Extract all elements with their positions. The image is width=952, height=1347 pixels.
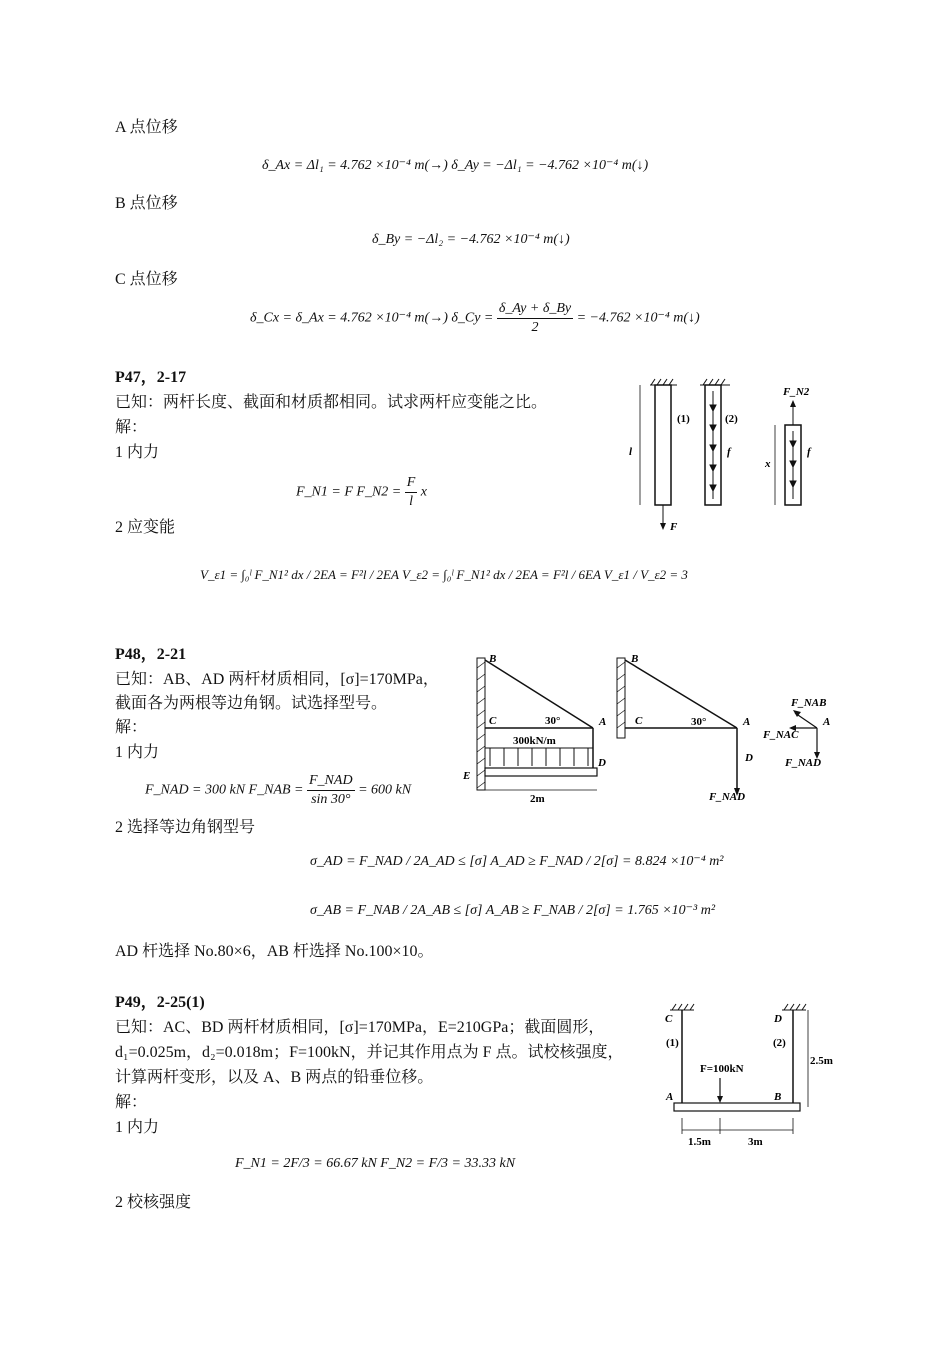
p47-eq2: V_ε1 = ∫₀ˡ F_N1² dx / 2EA = F²l / 2EA V_ε2 = ∫₀ˡ F_N1² dx / 2EA = F²l / 6EA V_ε1 / V_ε2 = 3 <box>200 567 688 582</box>
eq-c-right: = −4.762 ×10⁻⁴ m(↓) <box>576 310 700 326</box>
p49-label-bar1: (1) <box>666 1037 679 1049</box>
p49-label-s2: 3m <box>748 1136 763 1148</box>
p48-given1: 已知：AB、AD 两杆材质相同，[σ]=170MPa， <box>115 671 439 688</box>
p48-label-FNAD: F_NAD <box>709 791 746 803</box>
p47-step1: 1 内力 <box>115 444 160 461</box>
p47-eq1 <box>296 474 427 511</box>
p48-label-B: B <box>489 653 497 665</box>
fig-label-bar1: (1) <box>677 413 690 425</box>
p49-given2: d₁=0.025m，d₂=0.018m；F=100kN，并记其作用点为 F 点。试校核强度， <box>115 1044 624 1061</box>
p47-step2: 2 应变能 <box>115 519 176 536</box>
bar-1 <box>655 385 671 505</box>
p48-label-D: D <box>598 757 606 769</box>
p48-label-FNAD2: F_NAD <box>785 757 822 769</box>
p49-title: P49，2-25(1) <box>115 994 205 1011</box>
p49-label-B: B <box>774 1091 782 1103</box>
p48-label-A2: A <box>743 716 751 728</box>
p47-eq1-left: F_N1 = F F_N2 = <box>296 484 402 500</box>
p49-given3: 计算两杆变形，以及 A、B 两点的铅垂位移。 <box>115 1069 434 1086</box>
p48-eq1-left: F_NAD = 300 kN F_NAB = <box>145 782 304 798</box>
label-a-displacement: A 点位移 <box>115 119 178 136</box>
p49-step2: 2 校核强度 <box>115 1194 192 1211</box>
label-c-displacement: C 点位移 <box>115 271 178 288</box>
fig-label-f2: f <box>807 446 811 458</box>
fig-label-bar2: (2) <box>725 413 738 425</box>
p48-eq1-den: sin 30° <box>311 792 351 807</box>
p48-label-angle: 30° <box>545 715 561 727</box>
p48-label-E: E <box>463 770 471 782</box>
p48-figure <box>455 648 845 808</box>
p48-label-C2: C <box>635 715 643 727</box>
p49-solve: 解： <box>115 1094 148 1111</box>
p49-eq1: F_N1 = 2F/3 = 66.67 kN F_N2 = F/3 = 33.33 kN <box>235 1156 516 1171</box>
p49-beam <box>674 1103 800 1111</box>
p49-label-A: A <box>666 1091 674 1103</box>
p49-figure <box>660 1000 845 1150</box>
label-b-displacement: B 点位移 <box>115 195 178 212</box>
p47-eq1-den: l <box>409 494 413 509</box>
p48-label-A: A <box>599 716 607 728</box>
fig-label-F: F <box>670 521 678 533</box>
p48-step2: 2 选择等边角钢型号 <box>115 819 256 836</box>
eq-c-numerator: δ_Ay + δ_By <box>497 300 573 319</box>
fig-label-FN2: F_N2 <box>783 386 810 398</box>
p49-step1: 1 内力 <box>115 1119 160 1136</box>
p48-label-D2: D <box>745 752 753 764</box>
eq-a-displacement: δ_Ax = Δl₁ = 4.762 ×10⁻⁴ m(→) δ_Ay = −Δl₁ = −4.762 ×10⁻⁴ m(↓) <box>262 158 649 173</box>
p48-eq2a: σ_AD = F_NAD / 2A_AD ≤ [σ] A_AD ≥ F_NAD / 2[σ] = 8.824 ×10⁻⁴ m² <box>310 854 724 869</box>
eq-c-displacement <box>250 300 700 337</box>
p48-given2: 截面各为两根等边角钢。试选择型号。 <box>115 695 388 712</box>
p48-solve: 解： <box>115 719 148 736</box>
p47-eq1-tail: x <box>420 484 428 500</box>
p47-eq1-num: F <box>405 474 418 493</box>
p47-title: P47，2-17 <box>115 369 187 386</box>
p48-eq1-num: F_NAD <box>307 772 355 791</box>
p48-label-FNAC: F_NAC <box>763 729 799 741</box>
eq-b-displacement: δ_By = −Δl₂ = −4.762 ×10⁻⁴ m(↓) <box>372 232 570 247</box>
p47-figure <box>615 375 840 540</box>
p48-step1: 1 内力 <box>115 744 160 761</box>
p49-label-C: C <box>665 1013 673 1025</box>
p48-eq1 <box>145 772 411 809</box>
p48-title: P48，2-21 <box>115 646 187 663</box>
p48-label-A3: A <box>823 716 831 728</box>
p48-eq2b: σ_AB = F_NAB / 2A_AB ≤ [σ] A_AB ≥ F_NAB / 2[σ] = 1.765 ×10⁻³ m² <box>310 903 716 918</box>
p48-label-B2: B <box>631 653 639 665</box>
p49-given1: 已知：AC、BD 两杆材质相同，[σ]=170MPa，E=210GPa；截面圆形， <box>115 1019 605 1036</box>
p48-result: AD 杆选择 No.80×6，AB 杆选择 No.100×10。 <box>115 943 434 960</box>
p48-label-FNAB: F_NAB <box>791 697 827 709</box>
fig-label-f: f <box>727 446 731 458</box>
p48-label-span: 2m <box>530 793 545 805</box>
p49-label-force: F=100kN <box>700 1063 744 1075</box>
p48-label-load: 300kN/m <box>513 735 556 747</box>
p49-label-s1: 1.5m <box>688 1136 711 1148</box>
fig-label-x: x <box>765 458 771 470</box>
p47-solve: 解： <box>115 419 148 436</box>
p49-label-bar2: (2) <box>773 1037 786 1049</box>
fig-label-l: l <box>629 446 633 458</box>
p47-given: 已知：两杆长度、截面和材质都相同。试求两杆应变能之比。 <box>115 394 548 411</box>
p48-label-angle2: 30° <box>691 716 707 728</box>
eq-c-left: δ_Cx = δ_Ax = 4.762 ×10⁻⁴ m(→) δ_Cy = <box>250 310 494 326</box>
p48-label-C: C <box>489 715 497 727</box>
p48-eq1-tail: = 600 kN <box>358 782 412 798</box>
p49-label-D: D <box>774 1013 782 1025</box>
p49-label-height: 2.5m <box>810 1055 833 1067</box>
eq-c-denominator: 2 <box>531 320 539 335</box>
